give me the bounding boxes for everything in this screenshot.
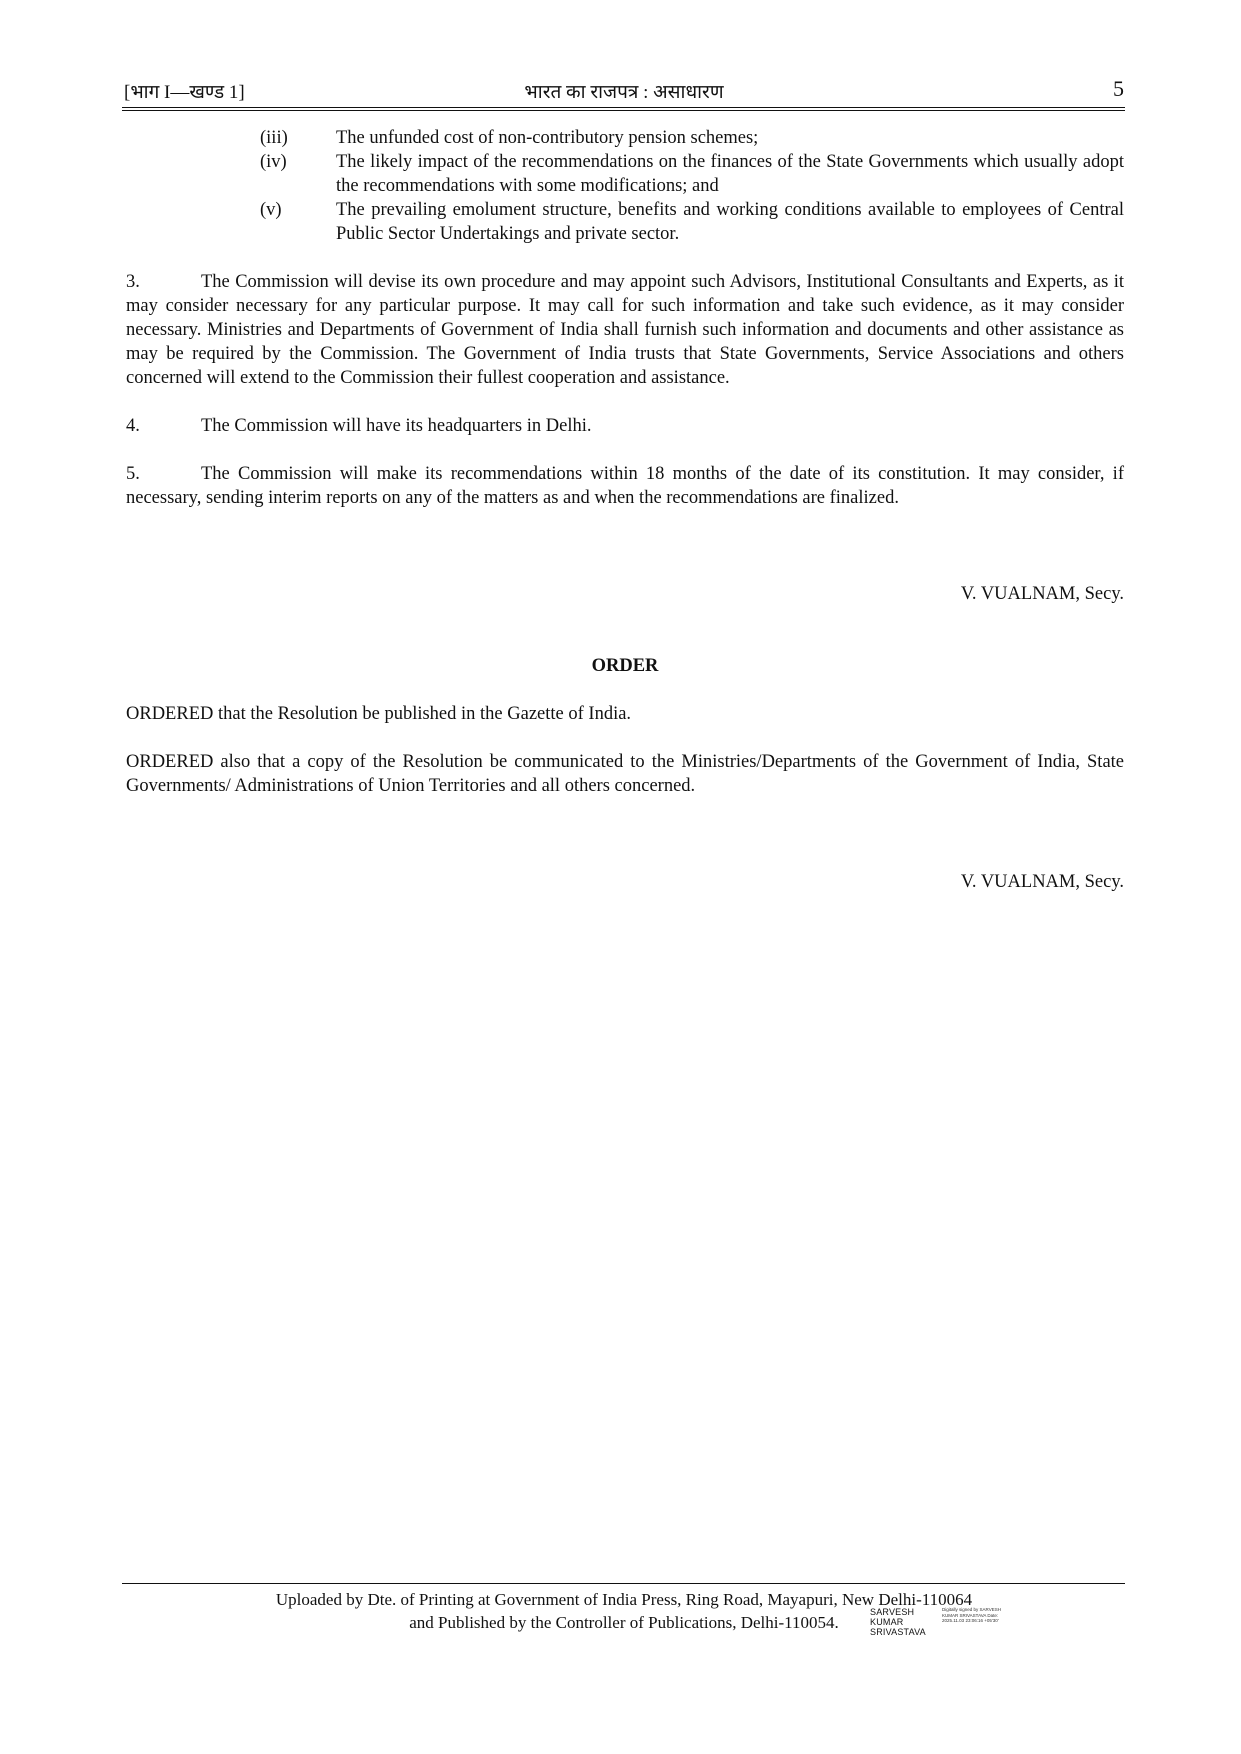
- signature-secretary-1: V. VUALNAM, Secy.: [960, 584, 1124, 604]
- document-body: [126, 126, 1124, 894]
- paragraph-number: 5.: [126, 464, 140, 484]
- paragraph-number: 4.: [126, 416, 140, 436]
- list-item-number: (iv): [260, 152, 287, 172]
- list-item-number: (iii): [260, 128, 288, 148]
- order-line-1: ORDERED that the Resolution be published in the Gazette of India.: [126, 704, 632, 724]
- list-item-text: The likely impact of the recommendations on the finances of the State Governments which usually adopt the recommendations with some modifications; and: [336, 152, 1124, 196]
- gazette-title: भारत का राजपत्र : असाधारण: [524, 82, 724, 103]
- digital-signature-stamp: [870, 1607, 1017, 1637]
- paragraph-text: The Commission will devise its own procedure and may appoint such Advisors, Institutional Consultants and Experts, as it may consider necessary for any particular purpose. It may call for such information and take such evidence, as it may consider necessary. Ministries and Departments of Government of India shall furnish such information and documents and other assistance as may be required by the Commission. The Government of India trusts that State Governments, Service Associations and others concerned will extend to the Commission their fullest cooperation and assistance.: [126, 272, 1124, 388]
- paragraph-number: 3.: [126, 272, 140, 292]
- paragraph-text: The Commission will make its recommendations within 18 months of the date of its constitution. It may consider, if necessary, sending interim reports on any of the matters as and when the recommendations are finalized.: [126, 464, 1124, 508]
- list-item-number: (v): [260, 200, 282, 220]
- page-number: 5: [1113, 76, 1124, 101]
- footer-publish-line: and Published by the Controller of Publications, Delhi-110054.: [409, 1613, 839, 1632]
- footer-upload-line: Uploaded by Dte. of Printing at Government of India Press, Ring Road, Mayapuri, New Delhi-110064: [275, 1590, 973, 1609]
- list-item-text: The prevailing emolument structure, benefits and working conditions available to employees of Central Public Sector Undertakings and private sector.: [336, 200, 1124, 244]
- digital-signer-name: SARVESH KUMAR SRIVASTAVA: [870, 1607, 926, 1637]
- paragraph-text: The Commission will have its headquarters in Delhi.: [201, 416, 592, 436]
- paragraph-5: [126, 462, 1124, 510]
- signature-secretary-2: V. VUALNAM, Secy.: [960, 872, 1124, 892]
- footer-rule: [122, 1583, 1125, 1584]
- order-heading: ORDER: [591, 656, 659, 676]
- list-item-v: [260, 198, 1124, 246]
- order-line-2: ORDERED also that a copy of the Resolution be communicated to the Ministries/Departments of the Government of India, State Governments/ Administrations of Union Territories and all others concerned.: [126, 752, 1124, 796]
- paragraph-3: [126, 270, 1124, 390]
- page-header: [124, 76, 1124, 108]
- list-item-iv: [260, 150, 1124, 198]
- list-item-text: The unfunded cost of non-contributory pension schemes;: [336, 128, 759, 148]
- digital-signature-detail: Digitally signed by SARVESH KUMAR SRIVASTAVA Date: 2025.11.03 23:06:16 +05'30': [942, 1607, 1001, 1623]
- paragraph-4: [126, 414, 1124, 438]
- part-section-label: [भाग I—खण्ड 1]: [124, 82, 245, 103]
- header-double-rule: [122, 107, 1125, 111]
- list-item-iii: [260, 126, 1124, 150]
